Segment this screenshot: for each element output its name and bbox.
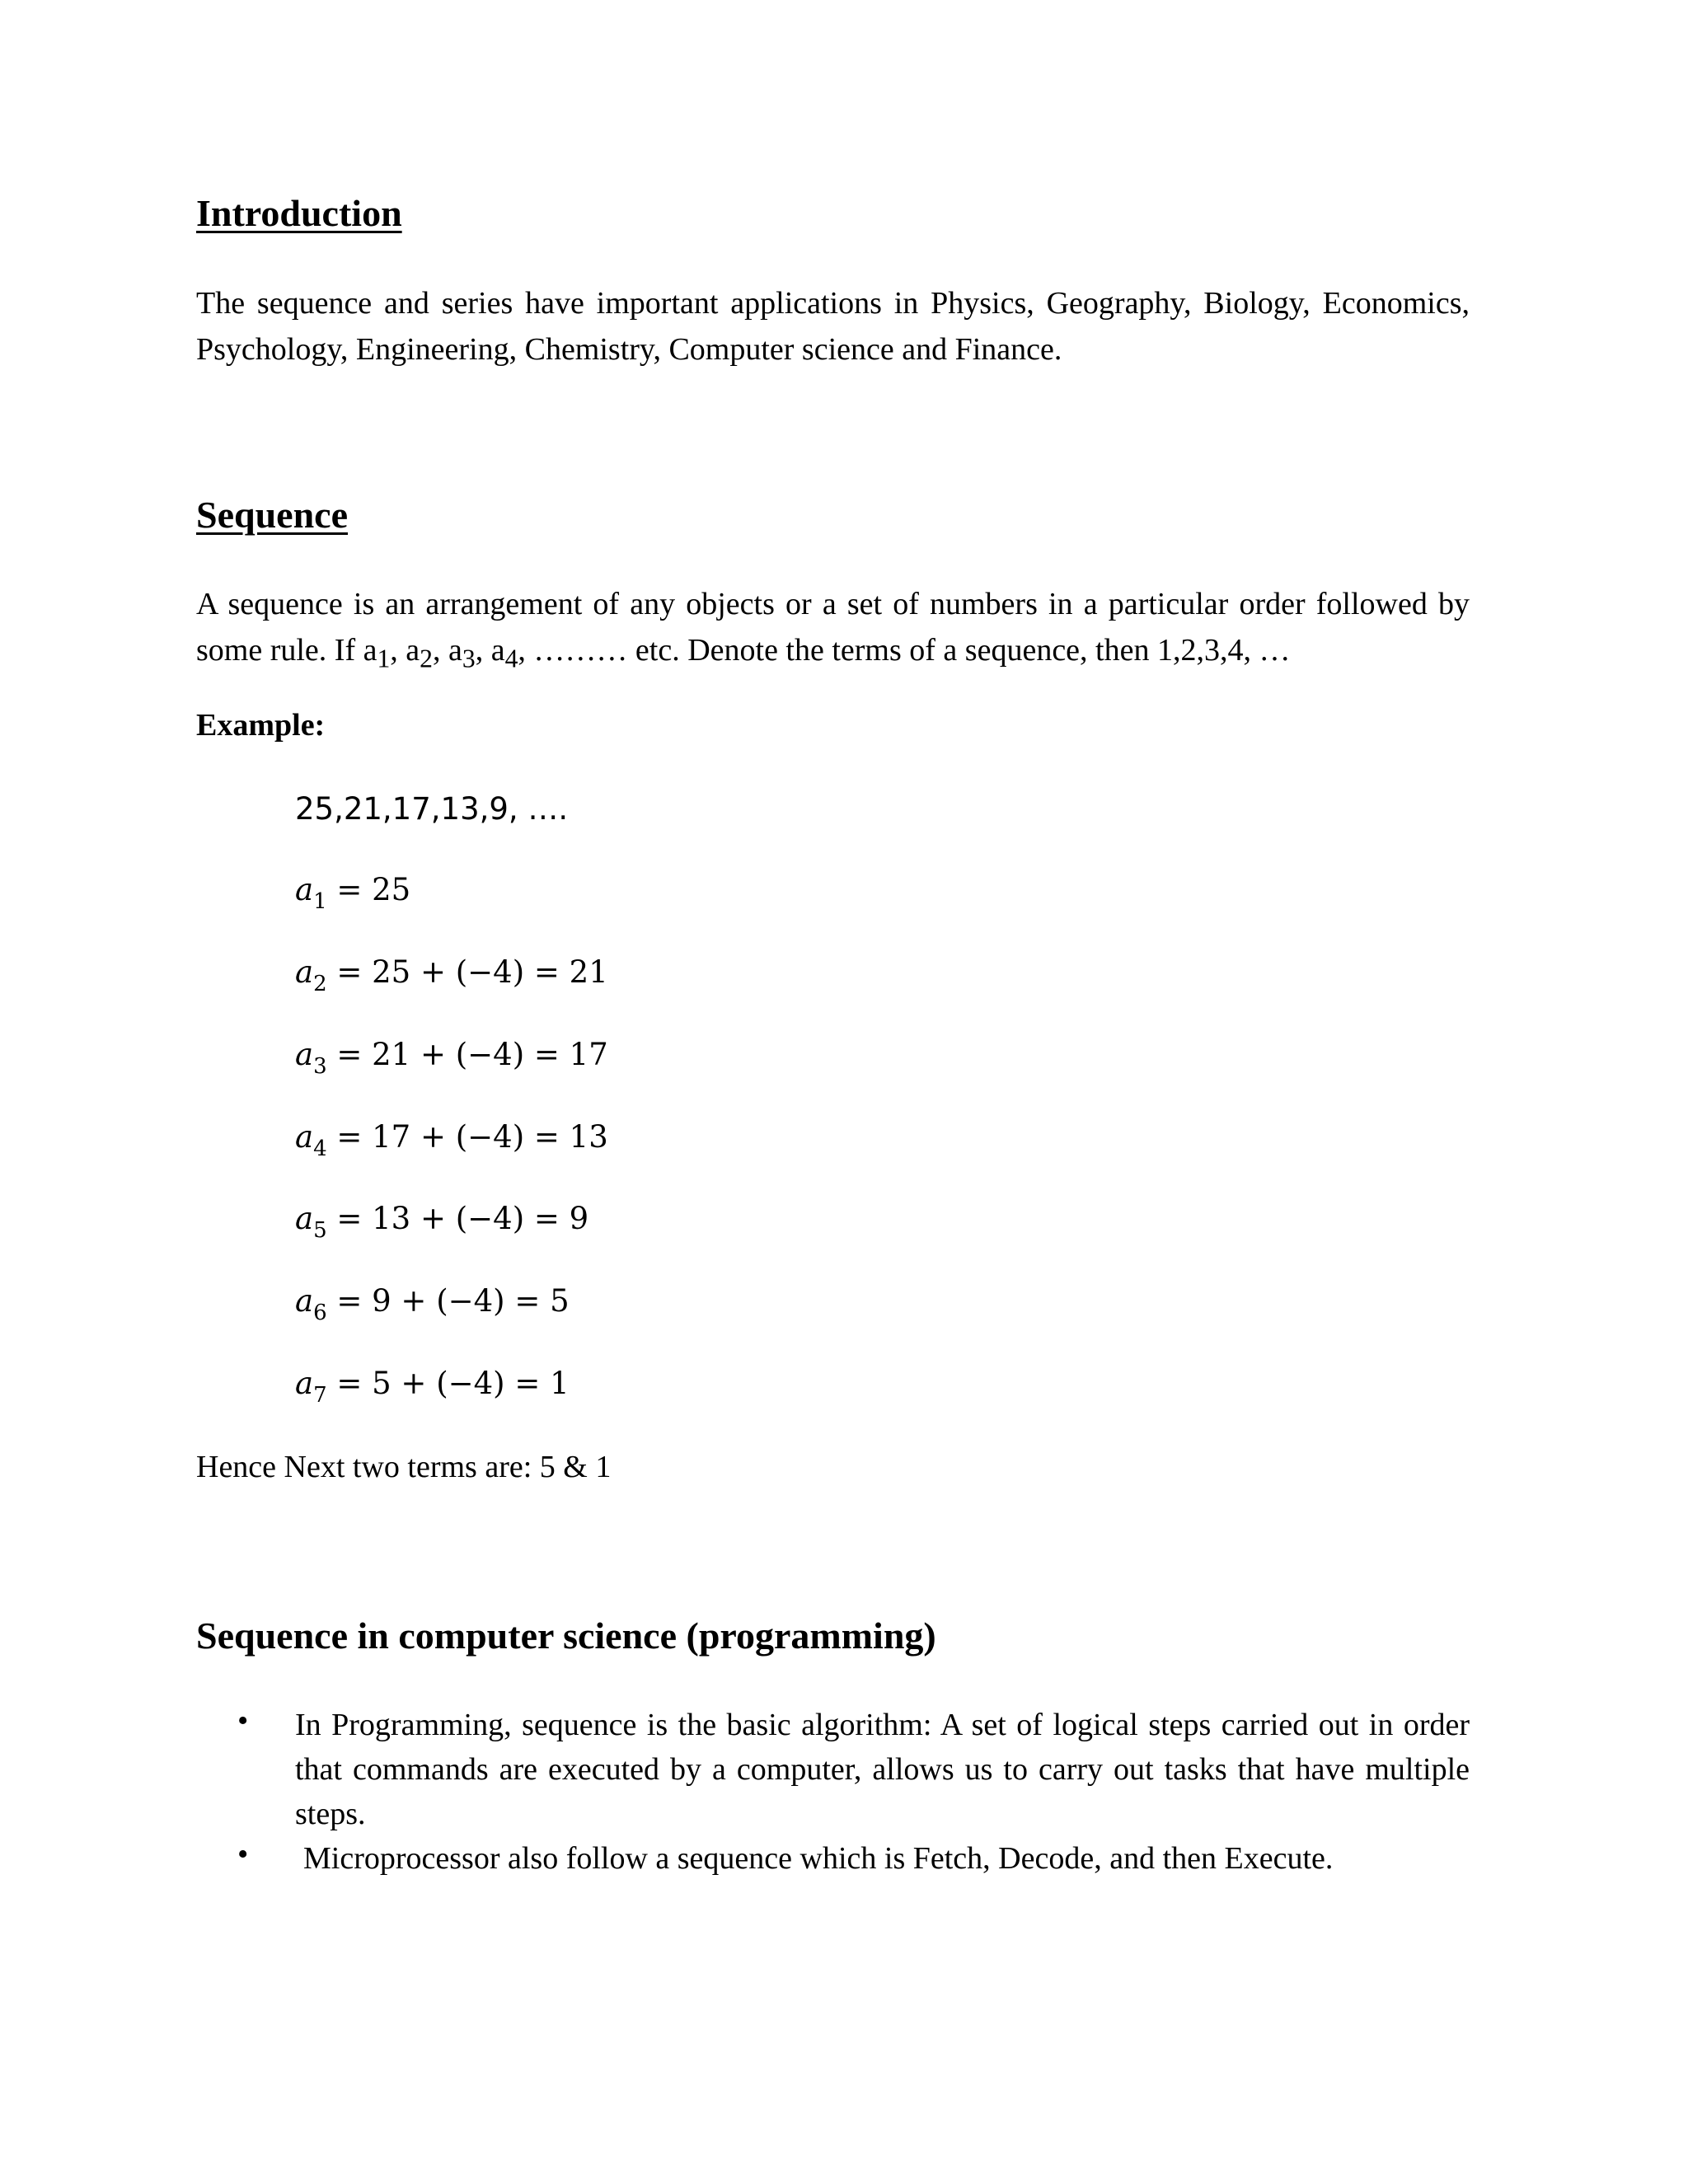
separator-2: , a bbox=[433, 633, 462, 668]
term-subscript: 6 bbox=[313, 1301, 327, 1325]
subscript-2: 2 bbox=[420, 644, 433, 673]
introduction-heading: Introduction bbox=[196, 192, 402, 234]
term-a5 bbox=[295, 1201, 588, 1243]
sequence-definition-paragraph bbox=[196, 581, 1470, 682]
bullet-dot-1: • bbox=[237, 1704, 249, 1738]
term-variable: a bbox=[295, 1119, 314, 1155]
term-expression: = 25 bbox=[326, 872, 411, 907]
bullet-dot-2: • bbox=[237, 1837, 249, 1872]
programming-heading: Sequence in computer science (programming) bbox=[196, 1615, 936, 1657]
term-expression: = 5 + (−4) = 1 bbox=[326, 1366, 570, 1401]
sequence-heading: Sequence bbox=[196, 494, 348, 536]
example-series: 25,21,17,13,9, …. bbox=[295, 791, 569, 827]
term-expression: = 17 + (−4) = 13 bbox=[326, 1119, 608, 1155]
term-variable: a bbox=[295, 954, 314, 990]
term-variable: a bbox=[295, 1366, 314, 1401]
example-label: Example: bbox=[196, 708, 326, 743]
term-subscript: 4 bbox=[313, 1137, 327, 1161]
introduction-paragraph: The sequence and series have important applications in Physics, Geography, Biology, Economics, Psychology, Engineering, Chemistry, Computer science and Finance. bbox=[196, 286, 1470, 367]
term-subscript: 7 bbox=[313, 1383, 327, 1408]
term-a2 bbox=[295, 954, 608, 996]
term-expression: = 25 + (−4) = 21 bbox=[326, 954, 608, 990]
term-subscript: 1 bbox=[313, 889, 327, 914]
term-subscript: 2 bbox=[313, 972, 327, 996]
term-variable: a bbox=[295, 1283, 314, 1319]
term-a4 bbox=[295, 1119, 608, 1161]
subscript-1: 1 bbox=[377, 644, 391, 673]
term-expression: = 21 + (−4) = 17 bbox=[326, 1037, 608, 1072]
definition-text-start: A sequence is an arrangement of any objects or a set of numbers in a particular order followed by some rule. If a bbox=[196, 587, 1470, 668]
definition-text-end: , ……… etc. Denote the terms of a sequence, then 1,2,3,4, … bbox=[518, 633, 1291, 668]
term-subscript: 3 bbox=[313, 1054, 327, 1079]
bullet-item-2: Microprocessor also follow a sequence which is Fetch, Decode, and then Execute. bbox=[303, 1841, 1334, 1876]
term-variable: a bbox=[295, 872, 314, 907]
term-subscript: 5 bbox=[313, 1218, 327, 1243]
term-variable: a bbox=[295, 1201, 314, 1236]
term-a3 bbox=[295, 1037, 608, 1079]
separator-1: , a bbox=[390, 633, 420, 668]
term-a7 bbox=[295, 1366, 570, 1408]
conclusion-text: Hence Next two terms are: 5 & 1 bbox=[196, 1450, 612, 1484]
subscript-3: 3 bbox=[462, 644, 476, 673]
term-expression: = 9 + (−4) = 5 bbox=[326, 1283, 570, 1319]
subscript-4: 4 bbox=[504, 644, 518, 673]
term-expression: = 13 + (−4) = 9 bbox=[326, 1201, 589, 1236]
separator-3: , a bbox=[475, 633, 505, 668]
term-variable: a bbox=[295, 1037, 314, 1072]
bullet-item-1: In Programming, sequence is the basic algorithm: A set of logical steps carried out in order that commands are executed by a computer, allows us to carry out tasks that have multiple steps. bbox=[295, 1708, 1470, 1831]
term-a6 bbox=[295, 1283, 570, 1325]
term-a1 bbox=[295, 872, 410, 914]
